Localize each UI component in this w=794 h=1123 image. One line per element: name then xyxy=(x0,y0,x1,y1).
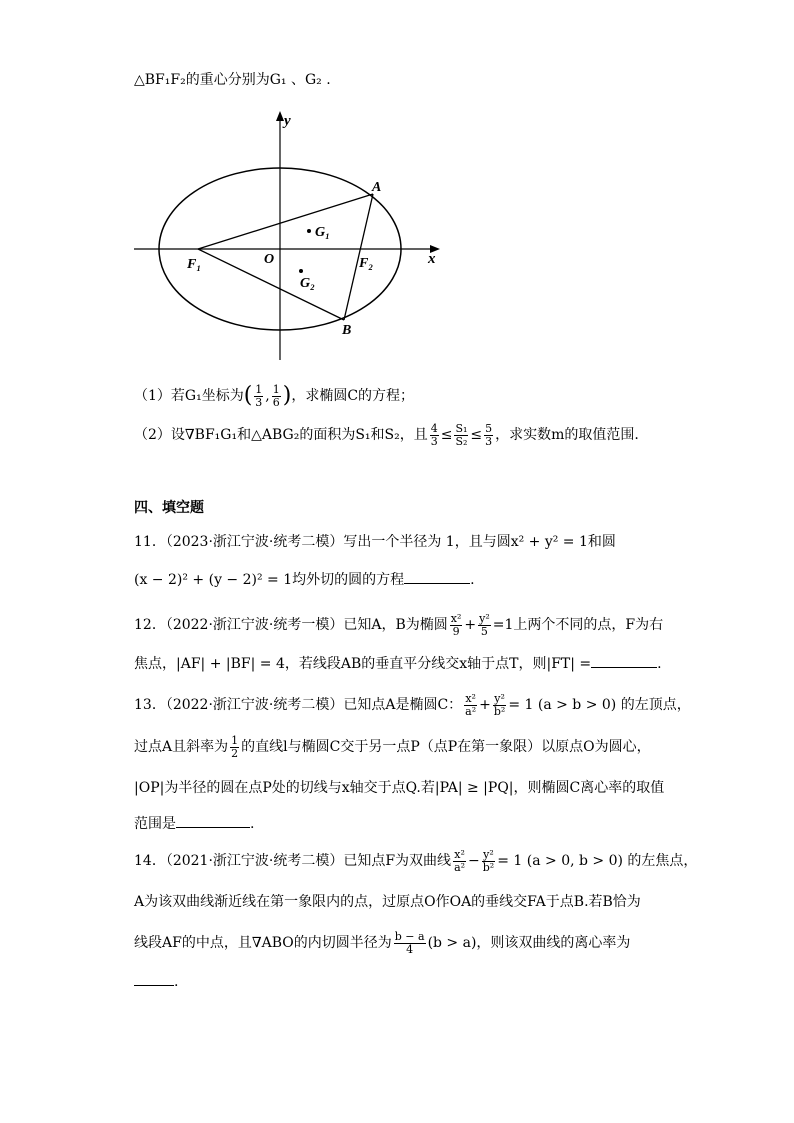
label-g1: G₁ xyxy=(315,225,330,240)
section-title: 四、填空题 xyxy=(134,500,204,516)
fraction: $\frac{\text{y²}}{\text{b²}}$ xyxy=(482,847,495,874)
fraction: $\frac{b - a}{4}$ xyxy=(394,929,425,956)
fraction: $\frac{1}{3}$ xyxy=(255,382,263,409)
q10-part2: （2）设∇BF₁G₁和△ABG₂的面积为S₁和S₂，且 $\frac{4}{3}$ ≤ $\frac{\text{S₁}}{\text{S₂}}$ ≤ $\frac{5}{3}$ ，求实数m的取值范围. xyxy=(134,421,639,448)
q10-part2-prefix: （2）设∇BF₁G₁和△ABG₂的面积为S₁和S₂，且 xyxy=(134,427,428,443)
label-x: x xyxy=(428,251,436,267)
q10-part1-suffix: ，求椭圆C的方程； xyxy=(291,388,415,404)
fraction: $\frac{\text{S₁}}{\text{S₂}}$ xyxy=(455,421,468,448)
q13-line2: 过点A且斜率为 $\frac{1}{2}$ 的直线l与椭圆C交于另一点P（点P在第一象限）以原点O为圆心， xyxy=(134,733,651,760)
q14-line1: 14．（2021·浙江宁波·统考二模）已知点F为双曲线 $\frac{\text{x²}}{\text{a²}}$ − $\frac{\text{y²}}{\text{b²}}$ = 1 (a > 0, b > 0) 的左焦点， xyxy=(134,847,698,874)
q14-line4: . xyxy=(134,972,178,992)
fraction: $\frac{\text{x²}}{\text{a²}}$ xyxy=(454,847,466,874)
q10-part1-prefix: （1）若G₁坐标为 xyxy=(134,388,244,404)
q10-part2-suffix: ，求实数m的取值范围. xyxy=(495,427,639,443)
fraction: $\frac{1}{2}$ xyxy=(231,733,239,760)
fraction: $\frac{\text{x²}}{\text{a²}}$ xyxy=(465,691,477,718)
answer-blank[interactable] xyxy=(404,571,470,584)
point-g1 xyxy=(307,229,311,233)
q13-line3: |OP|为半径的圆在点P处的切线与x轴交于点Q.若|PA| ≥ |PQ|，则椭圆C离心率的取值 xyxy=(134,780,665,796)
q10-part1: （1）若G₁坐标为( $\frac{1}{3}$ , $\frac{1}{6}$ )，求椭圆C的方程； xyxy=(134,382,415,409)
fraction: $\frac{\text{y²}}{5}$ xyxy=(479,611,490,638)
label-g2: G₂ xyxy=(300,276,315,291)
fraction: $\frac{\text{y²}}{\text{b²}}$ xyxy=(493,691,506,718)
q13-line1: 13．（2022·浙江宁波·统考二模）已知点A是椭圆C： $\frac{\text{x²}}{\text{a²}}$ + $\frac{\text{y²}}{\text{b²}}$ = 1 (a > b > 0) 的左顶点， xyxy=(134,691,691,718)
fraction: $\frac{5}{3}$ xyxy=(485,421,493,448)
answer-blank[interactable] xyxy=(176,815,250,828)
label-b: B xyxy=(342,323,352,338)
intro-text: △BF₁F₂的重心分别为G₁ 、G₂ . xyxy=(134,72,331,88)
q12-line1: 12．（2022·浙江宁波·统考一模）已知A，B为椭圆 $\frac{\text{x²}}{9}$ + $\frac{\text{y²}}{5}$ =1上两个不同的点，F为右 xyxy=(134,611,664,638)
point-g2 xyxy=(299,269,303,273)
ellipse-figure xyxy=(130,108,450,366)
fraction: $\frac{1}{6}$ xyxy=(272,382,280,409)
label-o: O xyxy=(264,252,275,267)
q11-line1: 11．（2023·浙江宁波·统考二模）写出一个半径为 1，且与圆x² + y² = 1和圆 xyxy=(134,534,616,550)
fraction: $\frac{\text{x²}}{9}$ xyxy=(450,611,462,638)
q12-line2: 焦点，|AF| + |BF| = 4，若线段AB的垂直平分线交x轴于点T，则|FT| = . xyxy=(134,656,662,672)
fraction: $\frac{4}{3}$ xyxy=(430,421,438,448)
q14-line3: 线段AF的中点，且∇ABO的内切圆半径为 $\frac{b - a}{4}$ (b > a)，则该双曲线的离心率为 xyxy=(134,929,631,956)
label-f2: F₂ xyxy=(359,256,374,271)
q13-line4: 范围是 . xyxy=(134,816,255,832)
answer-blank[interactable] xyxy=(134,973,174,986)
answer-blank[interactable] xyxy=(591,655,657,668)
y-axis-arrow xyxy=(276,111,284,121)
label-y: y xyxy=(284,113,291,129)
label-a: A xyxy=(372,180,382,195)
label-f1: F₁ xyxy=(187,257,202,272)
q14-line2: A为该双曲线渐近线在第一象限内的点，过原点O作OA的垂线交FA于点B.若B恰为 xyxy=(134,894,641,910)
segment-f1-a xyxy=(198,194,373,249)
q11-line2: (x − 2)² + (y − 2)² = 1均外切的圆的方程 . xyxy=(134,572,475,588)
